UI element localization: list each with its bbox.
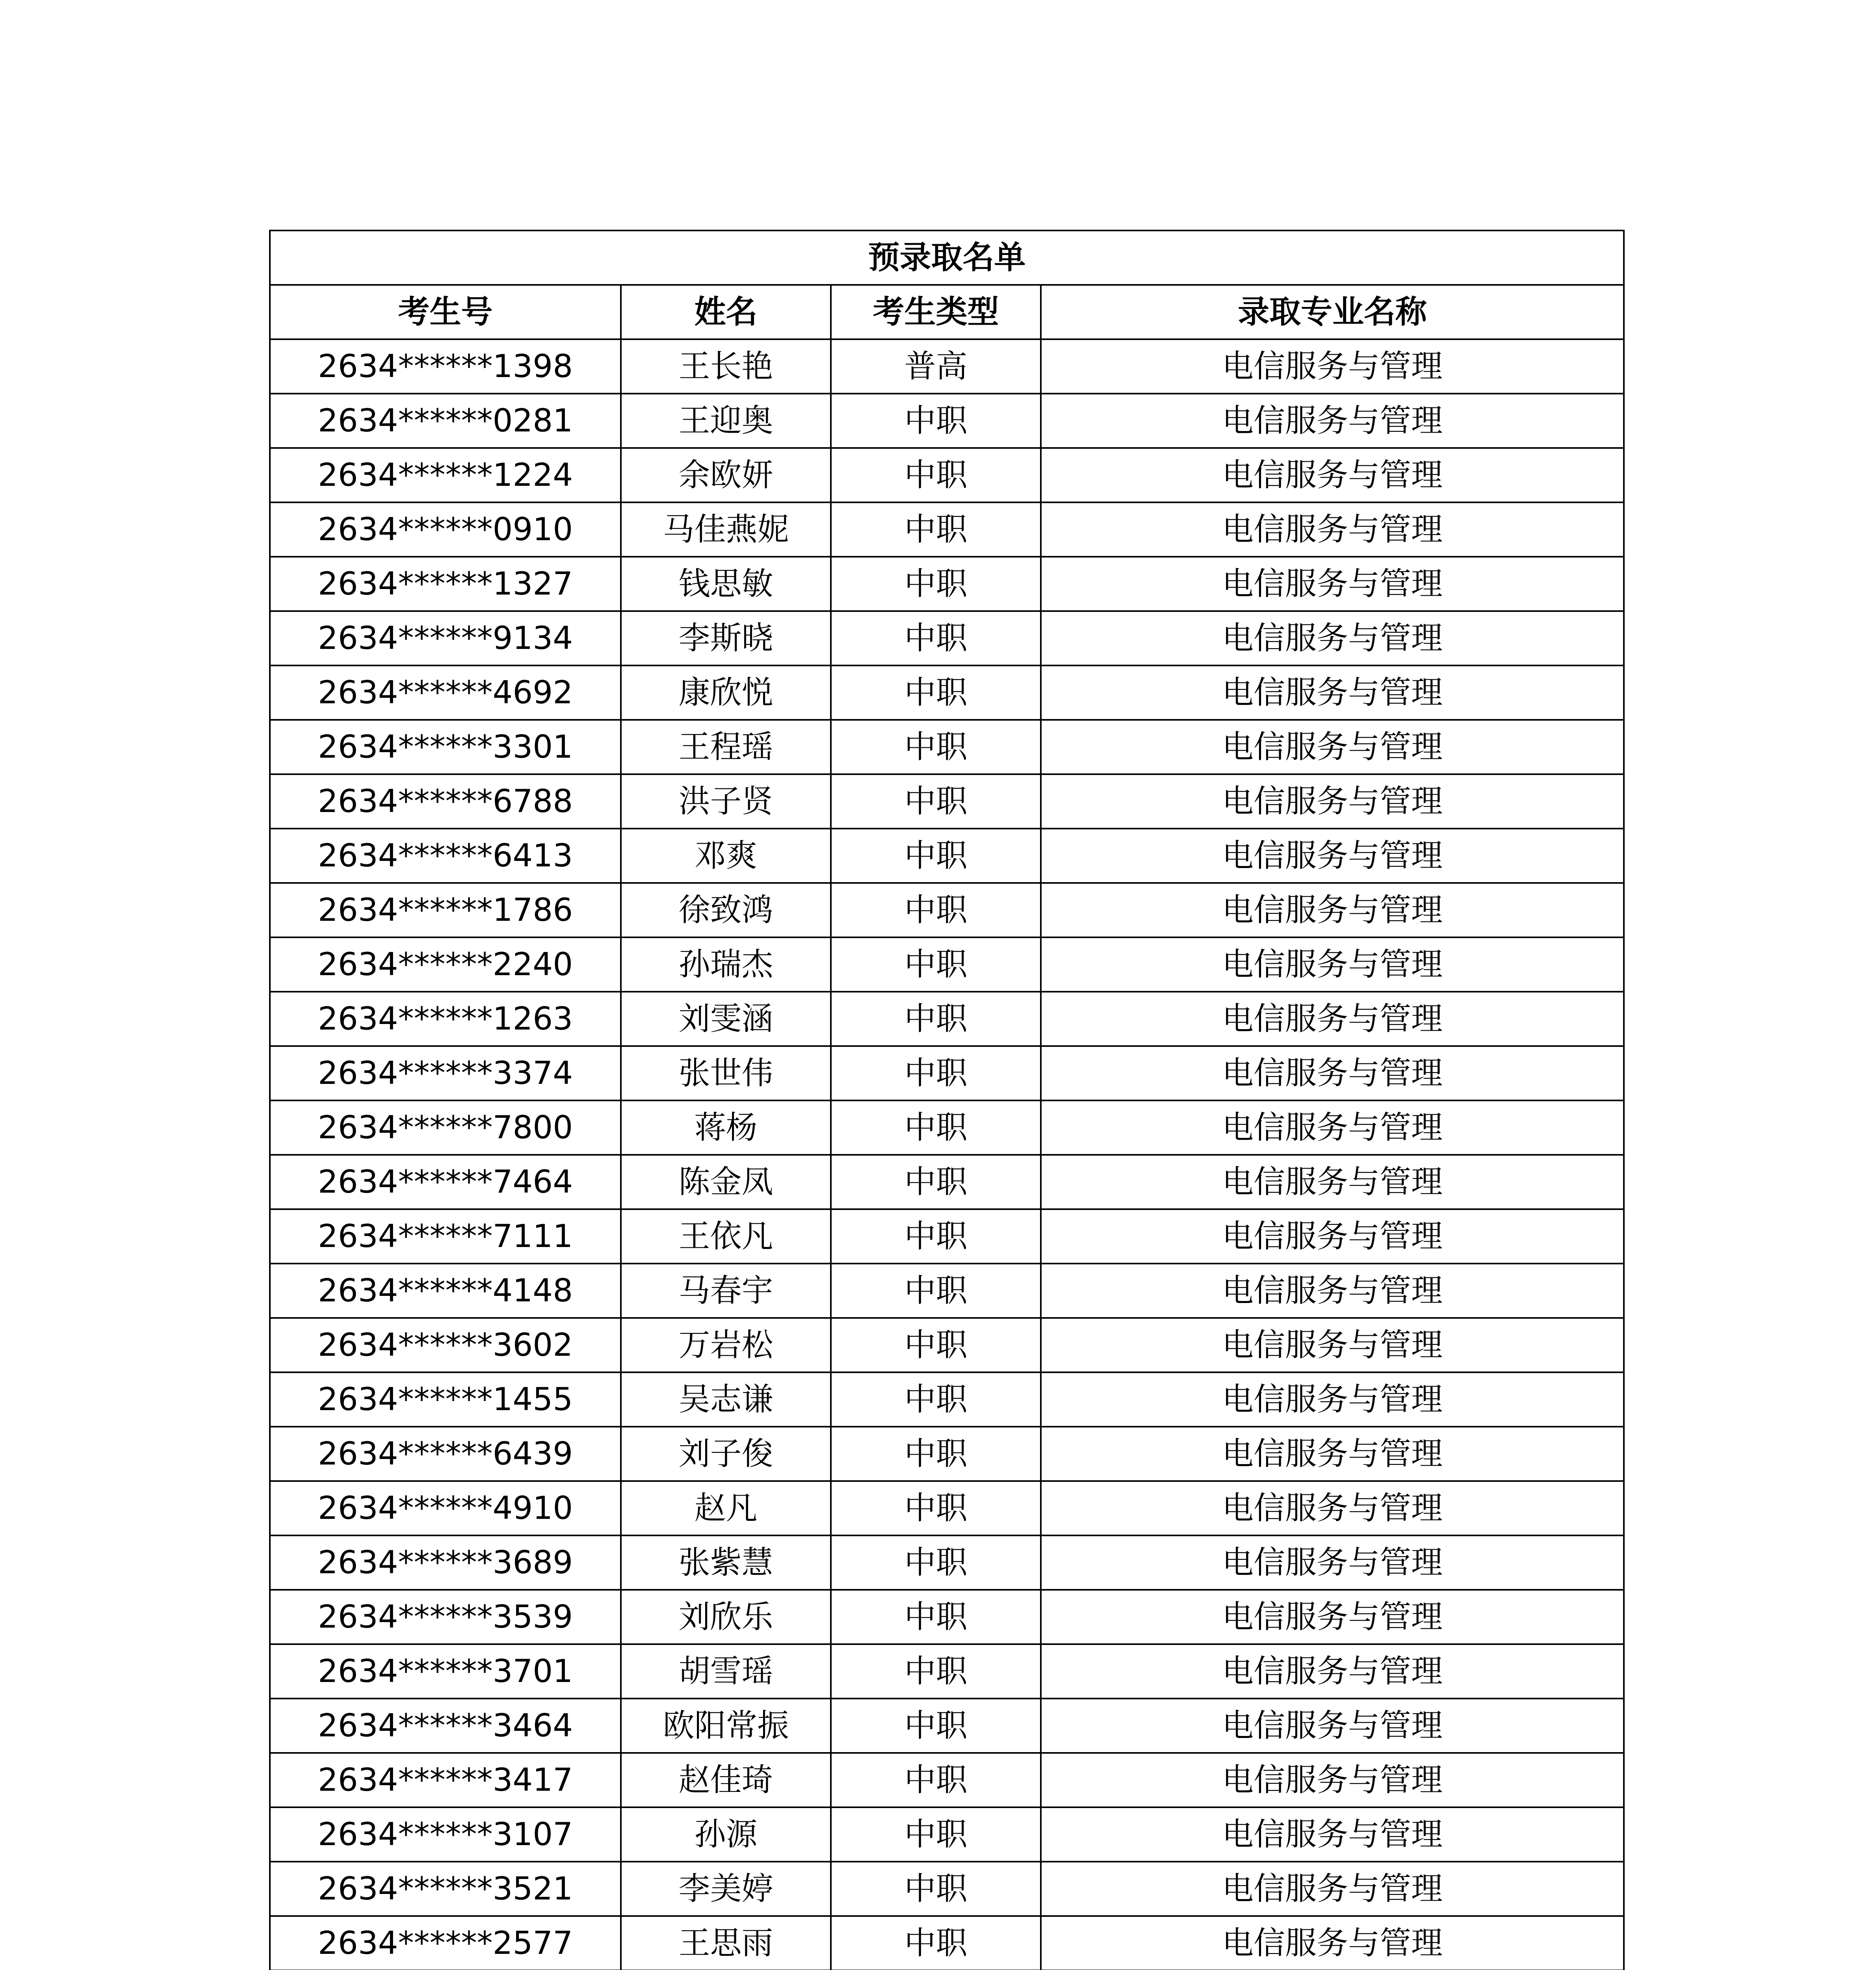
cell-exam-id: 2634******9134 (270, 611, 621, 665)
cell-exam-id: 2634******0281 (270, 394, 621, 448)
cell-name: 张世伟 (621, 1046, 831, 1100)
cell-major: 电信服务与管理 (1041, 339, 1624, 394)
cell-exam-id: 2634******1224 (270, 448, 621, 502)
cell-exam-id: 2634******2577 (270, 1916, 621, 1970)
cell-major: 电信服务与管理 (1041, 1318, 1624, 1372)
cell-name: 王程瑶 (621, 720, 831, 774)
cell-exam-id: 2634******3301 (270, 720, 621, 774)
cell-name: 蒋杨 (621, 1100, 831, 1155)
cell-exam-id: 2634******6439 (270, 1427, 621, 1481)
cell-student-type: 中职 (831, 557, 1041, 611)
cell-major: 电信服务与管理 (1041, 1155, 1624, 1209)
cell-name: 李美婷 (621, 1862, 831, 1916)
cell-student-type: 普高 (831, 339, 1041, 394)
cell-major: 电信服务与管理 (1041, 1916, 1624, 1970)
cell-major: 电信服务与管理 (1041, 1209, 1624, 1264)
cell-name: 张紫慧 (621, 1535, 831, 1590)
cell-major: 电信服务与管理 (1041, 665, 1624, 720)
cell-major: 电信服务与管理 (1041, 1264, 1624, 1318)
cell-student-type: 中职 (831, 1807, 1041, 1862)
cell-student-type: 中职 (831, 1209, 1041, 1264)
cell-name: 钱思敏 (621, 557, 831, 611)
cell-major: 电信服务与管理 (1041, 720, 1624, 774)
cell-name: 邓爽 (621, 829, 831, 883)
cell-major: 电信服务与管理 (1041, 774, 1624, 829)
cell-exam-id: 2634******3539 (270, 1590, 621, 1644)
table-row (270, 720, 1624, 774)
table-row (270, 1046, 1624, 1100)
table-row (270, 1100, 1624, 1155)
table-row (270, 502, 1624, 557)
cell-name: 王迎奥 (621, 394, 831, 448)
cell-major: 电信服务与管理 (1041, 1372, 1624, 1427)
cell-exam-id: 2634******7111 (270, 1209, 621, 1264)
cell-exam-id: 2634******1786 (270, 883, 621, 937)
cell-major: 电信服务与管理 (1041, 1046, 1624, 1100)
cell-student-type: 中职 (831, 937, 1041, 992)
cell-student-type: 中职 (831, 1100, 1041, 1155)
cell-major: 电信服务与管理 (1041, 992, 1624, 1046)
cell-exam-id: 2634******3602 (270, 1318, 621, 1372)
cell-name: 吴志谦 (621, 1372, 831, 1427)
cell-student-type: 中职 (831, 394, 1041, 448)
cell-major: 电信服务与管理 (1041, 1427, 1624, 1481)
cell-student-type: 中职 (831, 1753, 1041, 1807)
cell-student-type: 中职 (831, 611, 1041, 665)
cell-major: 电信服务与管理 (1041, 1862, 1624, 1916)
cell-name: 胡雪瑶 (621, 1644, 831, 1699)
cell-exam-id: 2634******3701 (270, 1644, 621, 1699)
cell-exam-id: 2634******3374 (270, 1046, 621, 1100)
table-row (270, 1535, 1624, 1590)
cell-student-type: 中职 (831, 665, 1041, 720)
cell-student-type: 中职 (831, 883, 1041, 937)
header-student-type: 考生类型 (831, 285, 1041, 339)
cell-student-type: 中职 (831, 1699, 1041, 1753)
header-name: 姓名 (621, 285, 831, 339)
cell-name: 陈金凤 (621, 1155, 831, 1209)
cell-major: 电信服务与管理 (1041, 448, 1624, 502)
cell-exam-id: 2634******1455 (270, 1372, 621, 1427)
admission-list-table (269, 230, 1625, 1970)
table-row (270, 611, 1624, 665)
cell-name: 徐致鸿 (621, 883, 831, 937)
cell-name: 刘欣乐 (621, 1590, 831, 1644)
table-row (270, 339, 1624, 394)
cell-exam-id: 2634******3107 (270, 1807, 621, 1862)
cell-student-type: 中职 (831, 1264, 1041, 1318)
cell-major: 电信服务与管理 (1041, 1535, 1624, 1590)
cell-name: 马佳燕妮 (621, 502, 831, 557)
cell-student-type: 中职 (831, 1155, 1041, 1209)
cell-major: 电信服务与管理 (1041, 1807, 1624, 1862)
cell-name: 万岩松 (621, 1318, 831, 1372)
table-row (270, 665, 1624, 720)
cell-student-type: 中职 (831, 1372, 1041, 1427)
cell-student-type: 中职 (831, 829, 1041, 883)
table-row (270, 1264, 1624, 1318)
cell-major: 电信服务与管理 (1041, 1699, 1624, 1753)
table-body (270, 339, 1624, 1970)
cell-name: 赵佳琦 (621, 1753, 831, 1807)
table-row (270, 829, 1624, 883)
table-row (270, 394, 1624, 448)
cell-exam-id: 2634******4148 (270, 1264, 621, 1318)
cell-student-type: 中职 (831, 1427, 1041, 1481)
cell-student-type: 中职 (831, 774, 1041, 829)
cell-student-type: 中职 (831, 1590, 1041, 1644)
cell-student-type: 中职 (831, 1535, 1041, 1590)
cell-student-type: 中职 (831, 1644, 1041, 1699)
cell-exam-id: 2634******6413 (270, 829, 621, 883)
table-row (270, 448, 1624, 502)
cell-major: 电信服务与管理 (1041, 1100, 1624, 1155)
cell-exam-id: 2634******7464 (270, 1155, 621, 1209)
cell-exam-id: 2634******4910 (270, 1481, 621, 1535)
table-row (270, 1590, 1624, 1644)
table-row (270, 1318, 1624, 1372)
table-row (270, 1699, 1624, 1753)
cell-student-type: 中职 (831, 1481, 1041, 1535)
cell-exam-id: 2634******3689 (270, 1535, 621, 1590)
cell-student-type: 中职 (831, 1862, 1041, 1916)
cell-name: 孙源 (621, 1807, 831, 1862)
table-title: 预录取名单 (270, 230, 1624, 285)
header-major: 录取专业名称 (1041, 285, 1624, 339)
table-row (270, 1916, 1624, 1970)
table-row (270, 1644, 1624, 1699)
cell-major: 电信服务与管理 (1041, 1590, 1624, 1644)
cell-exam-id: 2634******6788 (270, 774, 621, 829)
cell-name: 刘雯涵 (621, 992, 831, 1046)
table-row (270, 937, 1624, 992)
table-row (270, 1481, 1624, 1535)
cell-major: 电信服务与管理 (1041, 394, 1624, 448)
title-row (270, 230, 1624, 285)
cell-name: 余欧妍 (621, 448, 831, 502)
header-exam-id: 考生号 (270, 285, 621, 339)
cell-name: 洪子贤 (621, 774, 831, 829)
cell-exam-id: 2634******3464 (270, 1699, 621, 1753)
cell-exam-id: 2634******1263 (270, 992, 621, 1046)
cell-student-type: 中职 (831, 1046, 1041, 1100)
cell-major: 电信服务与管理 (1041, 829, 1624, 883)
table-row (270, 1753, 1624, 1807)
table-row (270, 992, 1624, 1046)
cell-exam-id: 2634******1327 (270, 557, 621, 611)
table-row (270, 1209, 1624, 1264)
cell-major: 电信服务与管理 (1041, 611, 1624, 665)
cell-exam-id: 2634******3417 (270, 1753, 621, 1807)
cell-exam-id: 2634******4692 (270, 665, 621, 720)
table-row (270, 1862, 1624, 1916)
cell-name: 康欣悦 (621, 665, 831, 720)
cell-major: 电信服务与管理 (1041, 502, 1624, 557)
cell-name: 王长艳 (621, 339, 831, 394)
cell-major: 电信服务与管理 (1041, 1753, 1624, 1807)
cell-name: 马春宇 (621, 1264, 831, 1318)
cell-exam-id: 2634******3521 (270, 1862, 621, 1916)
cell-name: 赵凡 (621, 1481, 831, 1535)
cell-major: 电信服务与管理 (1041, 557, 1624, 611)
cell-major: 电信服务与管理 (1041, 1644, 1624, 1699)
cell-major: 电信服务与管理 (1041, 1481, 1624, 1535)
cell-name: 刘子俊 (621, 1427, 831, 1481)
cell-student-type: 中职 (831, 502, 1041, 557)
cell-exam-id: 2634******7800 (270, 1100, 621, 1155)
table-row (270, 1427, 1624, 1481)
cell-name: 王思雨 (621, 1916, 831, 1970)
cell-student-type: 中职 (831, 1318, 1041, 1372)
table-row (270, 1372, 1624, 1427)
table-row (270, 557, 1624, 611)
cell-exam-id: 2634******2240 (270, 937, 621, 992)
table-row (270, 1807, 1624, 1862)
cell-name: 孙瑞杰 (621, 937, 831, 992)
cell-student-type: 中职 (831, 1916, 1041, 1970)
header-row (270, 285, 1624, 339)
cell-major: 电信服务与管理 (1041, 883, 1624, 937)
table-row (270, 1155, 1624, 1209)
cell-student-type: 中职 (831, 720, 1041, 774)
cell-name: 王依凡 (621, 1209, 831, 1264)
cell-exam-id: 2634******0910 (270, 502, 621, 557)
cell-name: 李斯晓 (621, 611, 831, 665)
table-row (270, 774, 1624, 829)
cell-student-type: 中职 (831, 992, 1041, 1046)
cell-exam-id: 2634******1398 (270, 339, 621, 394)
table-row (270, 883, 1624, 937)
cell-major: 电信服务与管理 (1041, 937, 1624, 992)
cell-student-type: 中职 (831, 448, 1041, 502)
cell-name: 欧阳常振 (621, 1699, 831, 1753)
